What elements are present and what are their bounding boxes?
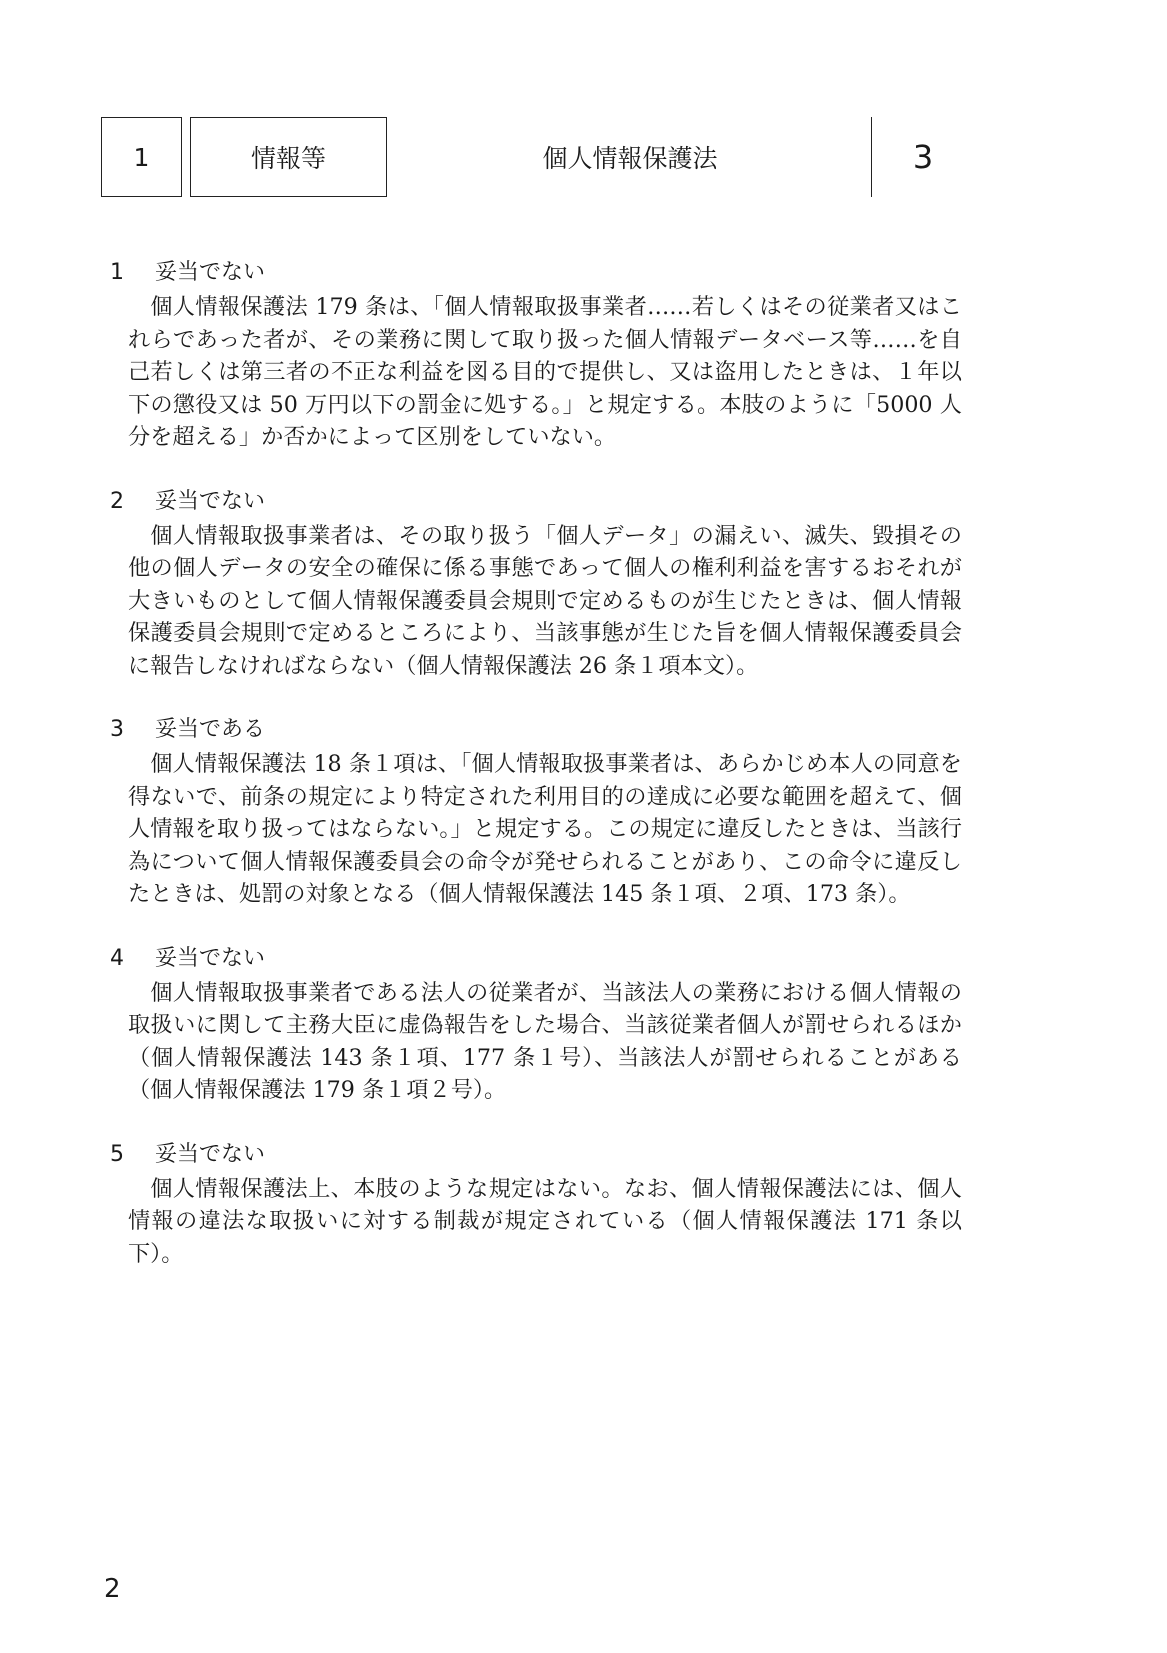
page-number: 2: [104, 1574, 121, 1604]
subject-title: 個人情報保護法: [542, 144, 718, 173]
section-verdict: 妥当でない: [155, 1141, 266, 1167]
explanation-section-2: [110, 484, 962, 683]
section-body: 個人情報保護法 18 条１項は、「個人情報取扱事業者は、あらかじめ本人の同意を得ないで、前条の規定により特定された利用目的の達成に必要な範囲を超えて、個人情報を取り扱ってはならない。」と規定する。この規定に違反したときは、当該行為について個人情報保護委員会の命令が発せられることがあり、この命令に違反したときは、処罰の対象となる（個人情報保護法 145 条１項、２項、173 条）。: [128, 751, 962, 907]
section-verdict: 妥当である: [155, 717, 266, 742]
correct-answer-number: 3: [912, 138, 934, 176]
category-label: 情報等: [250, 144, 326, 173]
category-box: [190, 117, 387, 197]
section-body: 個人情報保護法上、本肢のような規定はない。なお、個人情報保護法には、個人情報の違法な取扱いに対する制裁が規定されている（個人情報保護法 171 条以下）。: [128, 1175, 962, 1267]
section-verdict: 妥当でない: [155, 260, 266, 285]
question-number: 1: [133, 142, 150, 172]
explanation-section-4: [110, 941, 962, 1107]
section-verdict: 妥当でない: [155, 488, 266, 514]
section-body: 個人情報取扱事業者は、その取り扱う「個人データ」の漏えい、滅失、毀損その他の個人データの安全の確保に係る事態であって個人の権利利益を害するおそれが大きいものとして個人情報保護委員会規則で定めるものが生じたときは、個人情報保護委員会規則で定めるところにより、当該事態が生じた旨を個人情報保護委員会に報告しなければならない（個人情報保護法 26 条１項本文）。: [128, 522, 962, 679]
section-heading: [110, 712, 962, 748]
question-number-box: [101, 117, 182, 197]
section-verdict: 妥当でない: [155, 945, 266, 971]
section-number: 3: [110, 717, 124, 742]
section-number: 1: [110, 260, 124, 285]
section-number: 4: [110, 945, 124, 971]
explanation-section-3: [110, 712, 962, 911]
section-heading: [110, 941, 962, 977]
section-heading: [110, 1137, 962, 1173]
section-heading: [110, 255, 962, 291]
section-heading: [110, 484, 962, 520]
section-number: 5: [110, 1141, 124, 1167]
header-divider: [871, 117, 872, 197]
section-body: 個人情報取扱事業者である法人の従業者が、当該法人の業務における個人情報の取扱いに関して主務大臣に虚偽報告をした場合、当該従業者個人が罰せられるほか（個人情報保護法 143 条１項、177 条１号）、当該法人が罰せられることがある（個人情報保護法 179 条１項２号）。: [128, 979, 962, 1103]
section-number: 2: [110, 488, 124, 514]
explanation-content: [110, 255, 962, 1300]
section-body: 個人情報保護法 179 条は、「個人情報取扱事業者……若しくはその従業者又はこれらであった者が、その業務に関して取り扱った個人情報データベース等……を自己若しくは第三者の不正な利益を図る目的で提供し、又は盗用したときは、１年以下の懲役又は 50 万円以下の罰金に処する。」と規定する。本肢のように「5000 人分を超える」か否かによって区別をしていない。: [128, 294, 962, 450]
explanation-section-5: [110, 1137, 962, 1271]
explanation-section-1: [110, 255, 962, 454]
